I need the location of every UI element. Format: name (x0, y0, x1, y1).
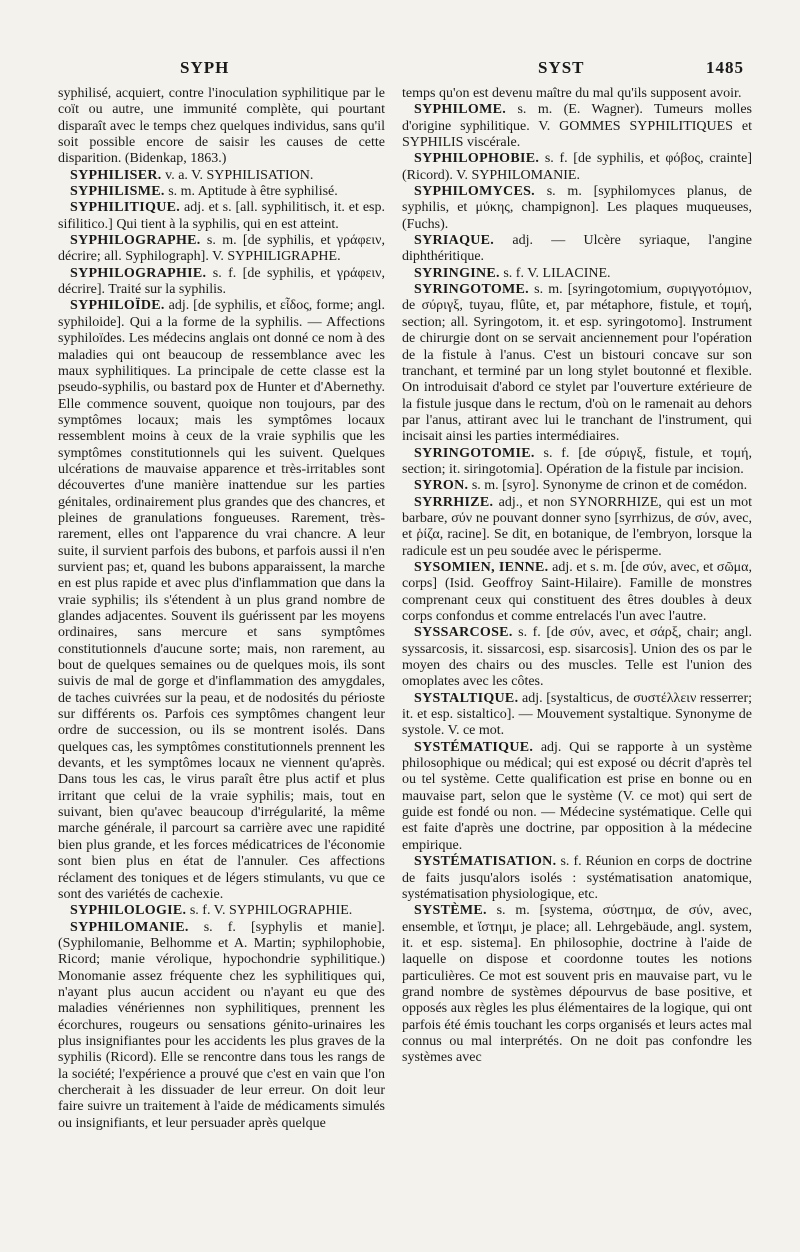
entry-headword: SYRIAQUE. (414, 233, 495, 249)
entry-headword: SYSOMIEN, IENNE. (414, 559, 549, 575)
entry-definition: s. m. Aptitude à être syphilisé. (164, 184, 338, 200)
entry-definition: s. m. [de syphilis, et γράφειν, décrire; all. Syphilograph]. V. SYPHILIGRAPHE. (58, 233, 385, 265)
entry-definition: adj. — Ulcère syriaque, l'angine diphthéritique. (402, 233, 752, 265)
dictionary-entry (402, 625, 752, 690)
dictionary-entry (402, 854, 752, 903)
entry-definition: s. m. [syringotomium, συριγγοτόμιον, de σύριγξ, tuyau, flûte, et, par métaphore, fistule, et τομή, section; all. Syringotom, it. et esp. syringotomo]. Instrument de chirurgie dont on se servait anciennement pour l'opération de la fistule à l'anus. C'est un bistouri concave sur son tranchant, et terminé par un long stylet boutonné et flexible. On introduisait d'abord ce stylet par l'ouverture extérieure de la fistule jusque dans le rectum, d'où on le ramenait au dehors par l'anus, attirant avec lui le tranchant de l'instrument, qui incisait ainsi les parties intermédiaires. (402, 282, 752, 445)
right-column (402, 86, 752, 1067)
entry-definition: s. f. [de σύριγξ, fistule, et τομή, section; it. siringotomia]. Opération de la fistule par incision. (402, 445, 752, 477)
dictionary-entry (402, 282, 752, 445)
entry-definition: adj. [de syphilis, et εἶδος, forme; angl. syphiloide]. Qui a la forme de la syphilis. — Affections syphiloïdes. Les médecins anglais ont donné ce nom à des maladies qui ont beaucoup de ressemblance avec les maux syphilitiques. La principale de cette classe est la pseudo-syphilis, ou bastard pox de Hunter et d'Abernethy. Elle commence souvent, quoique non toujours, par des symptômes locaux; mais les symptômes locaux ressemblent moins à ceux de la vraie syphilis que les symptômes constitutionnels qui les suivent. Quelques ulcérations de mauvaise apparence et très-irritables sont découvertes d'une manière inattendue sur les parties génitales, ordinairement plus grandes que des chancres, et pleines de granulations fongueuses. Rarement, très-rarement, elles ont l'apparence du vrai chancre. A leur suite, il survient parfois des bubons, et parfois aussi il n'en survient pas; et, quand les bubons apparaissent, la marche en est plus rapide et avec plus d'inflammation que dans la vraie syphilis; ils s'étendent à un plus grand nombre de glandes adjacentes. Souvent ils guérissent par les moyens ordinaires, sans mercure et sans symptômes constitutionnels d'aucune sorte; mais, non rarement, au bout de quelques semaines ou de quelques mois, ils sont suivis de mal de gorge et d'inflammation des amygdales, de taches cuivrées sur la peau, et de nodosités du périoste sur différents os. Parfois ces symptômes changent leur ordre de succession, ou ils se montrent isolés. Dans quelques cas, les symptômes constitutionnels prennent les devants, et les symptômes locaux ne viennent qu'après. Dans tous les cas, le virus paraît être plus actif et plus irritant que celui de la vraie syphilis; mais, tout en suivant, bien qu'avec beaucoup d'irrégularité, la même marche générale, il parcourt sa carrière avec une rapidité bien plus grande, et les forces médicatrices de l'économie sont bien plus en état de l'annuler. Ces affections réclament des toniques et de légers stimulants, vu que ce sont des variétés de cachexie. (58, 298, 385, 902)
header-right-guideword: SYST (538, 58, 585, 77)
dictionary-entry (402, 184, 752, 233)
dictionary-entry (58, 86, 385, 168)
dictionary-entry (402, 903, 752, 1066)
entry-headword: SYPHILOLOGIE. (70, 903, 187, 919)
entry-definition: s. f. [de syphilis, et γράφειν, décrire]. Traité sur la syphilis. (58, 265, 385, 298)
dictionary-entry (58, 200, 385, 233)
entry-headword: SYPHILOME. (414, 102, 507, 118)
entry-definition: s. f. V. SYPHILOGRAPHIE. (186, 903, 353, 919)
entry-definition: s. f. V. LILACINE. (499, 265, 611, 281)
entry-headword: SYRINGOTOMIE. (414, 445, 535, 461)
entry-headword: SYSTALTIQUE. (414, 690, 519, 706)
entry-definition: adj., et non SYNORRHIZE, qui est un mot barbare, σύν ne pouvant donner syno [syrrhizus, de σύν, avec, et ῥίζα, racine]. Se dit, en botanique, de l'embryon, lorsque la radicule est un peu soudée avec le périsperme. (402, 494, 752, 559)
entry-headword: SYPHILOÏDE. (70, 298, 165, 314)
entry-headword: SYPHILOGRAPHE. (70, 233, 201, 249)
entry-headword: SYPHILOMYCES. (414, 184, 535, 200)
entry-definition: adj. [systalticus, de συστέλλειν resserrer; it. et esp. sistaltico]. — Mouvement systaltique. Synonyme de systole. V. ce mot. (402, 690, 752, 739)
dictionary-entry (58, 168, 385, 184)
entry-headword: SYPHILOMANIE. (70, 919, 189, 935)
entry-headword: SYPHILITIQUE. (70, 200, 181, 216)
running-header (0, 58, 800, 82)
entry-definition: adj. Qui se rapporte à un système philosophique ou médical; qui est exposé ou décrit d'après tel ou tel système. Cette qualification est prise en bonne ou en mauvaise part, selon que le système (V. ce mot) qui sert de guide est fondé ou non. — Médecine systématique. Celle qui est faite d'après une doctrine, par opposition à la médecine empirique. (402, 739, 752, 853)
entry-definition: syphilisé, acquiert, contre l'inoculation syphilitique par le coït ou autre, une immunité complète, qui pourtant disparaît avec le temps chez quelques individus, sans qu'il soit possible encore de saisir les causes de cette disparition. (Bidenkap, 1863.) (58, 86, 385, 167)
entry-definition: s. m. [syphilomyces planus, de syphilis, et μύκης, champignon]. Les plaques muqueuses, (Fuchs). (402, 184, 752, 232)
entry-headword: SYPHILOPHOBIE. (414, 151, 540, 167)
entry-headword: SYSTÈME. (414, 903, 487, 919)
entry-headword: SYSSARCOSE. (414, 625, 513, 641)
entry-definition: s. m. (E. Wagner). Tumeurs molles d'origine syphilitique. V. GOMMES SYPHILITIQUES et SYPHILIS viscérale. (402, 102, 752, 151)
entry-definition: s. f. [de syphilis, et φόβος, crainte] (Ricord). V. SYPHILOMANIE. (402, 151, 752, 183)
entry-headword: SYRRHIZE. (414, 494, 494, 510)
entry-headword: SYRON. (414, 478, 469, 494)
page-number: 1485 (706, 58, 744, 77)
dictionary-entry (402, 691, 752, 740)
dictionary-entry (58, 298, 385, 903)
entry-headword: SYRINGOTOME. (414, 282, 529, 298)
dictionary-entry (402, 151, 752, 184)
dictionary-entry (402, 740, 752, 854)
dictionary-entry (58, 903, 385, 919)
entry-definition: s. m. [systema, σύστημα, de σύν, avec, ensemble, et ἵστημι, je place; all. Lehrgebäude, angl. system, it. et esp. sistema]. En philosophie, doctrine à l'aide de laquelle on dispose et coordonne toutes les notions particulières. Ce mot est souvent pris en mauvaise part, vu le grand nombre de systèmes dépourvus de base positive, et opposés aux règles les plus élémentaires de la logique, qui ont parfois été émis touchant les corps organisés et leurs actes mal connus ou mal interprétés. On ne doit pas confondre les systèmes avec (402, 903, 752, 1066)
entry-headword: SYPHILISER. (70, 167, 162, 183)
entry-definition: v. a. V. SYPHILISATION. (161, 167, 314, 183)
entry-headword: SYRINGINE. (414, 265, 500, 281)
dictionary-entry (402, 560, 752, 625)
entry-definition: s. m. [syro]. Synonyme de crinon et de comédon. (468, 478, 748, 494)
entry-definition: s. f. [de σύν, avec, et σάρξ, chair; angl. syssarcosis, it. sissarcosi, esp. sisarcosis]. Union des os par le moyen des chairs ou des muscles. Telle est l'union des omoplates avec les côtes. (402, 625, 752, 690)
header-left-guideword: SYPH (180, 58, 230, 77)
dictionary-entry (402, 102, 752, 151)
dictionary-entry (402, 495, 752, 560)
entry-definition: adj. et s. [all. syphilitisch, it. et esp. sifilitico.] Qui tient à la syphilis, qui en est atteint. (58, 200, 385, 232)
dictionary-entry (58, 266, 385, 299)
dictionary-entry (58, 233, 385, 266)
entry-definition: temps qu'on est devenu maître du mal qu'ils supposent avoir. (402, 86, 742, 101)
dictionary-entry (402, 266, 752, 282)
dictionary-entry (402, 233, 752, 266)
dictionary-entry (402, 86, 752, 102)
entry-definition: s. f. Réunion en corps de doctrine de faits jusqu'alors isolés : systématisation anatomique, systématisation physiologique, etc. (402, 854, 752, 902)
entry-headword: SYSTÉMATISATION. (414, 854, 557, 870)
entry-definition: adj. et s. m. [de σύν, avec, et σῶμα, corps] (Isid. Geoffroy Saint-Hilaire). Famille de monstres comprenant ceux qui constituent des êtres doubles à deux corps confondus et comme entrelacés l'un avec l'autre. (402, 559, 753, 624)
entry-headword: SYPHILOGRAPHIE. (70, 265, 207, 281)
entry-headword: SYSTÉMATIQUE. (414, 739, 534, 755)
entry-headword: SYPHILISME. (70, 184, 165, 200)
dictionary-entry (58, 184, 385, 200)
dictionary-entry (402, 478, 752, 494)
entry-definition: s. f. [syphylis et manie]. (Syphilomanie, Belhomme et A. Martin; syphilophobie, Ricord; manie vérolique, hypochondrie syphilitique.) Monomanie assez fréquente chez les syphilitiques qui, n'ayant plus aucun accident ou n'ayant eu que des maladies vénériennes non syphilitiques, prennent les écorchures, rougeurs ou sensations génito-urinaires les plus insignifiantes pour les accidents les plus graves de la syphilis (Ricord). Elle se rencontre dans tous les rangs de la société; l'expérience a prouvé que c'est en vain que l'on chercherait à les dissuader de leur erreur. On doit leur faire suivre un traitement à l'aide de médicaments simulés ou insignifiants, et leur persuader après quelque (58, 919, 385, 1131)
left-column (58, 86, 385, 1132)
dictionary-entry (402, 446, 752, 479)
dictionary-entry (58, 920, 385, 1132)
